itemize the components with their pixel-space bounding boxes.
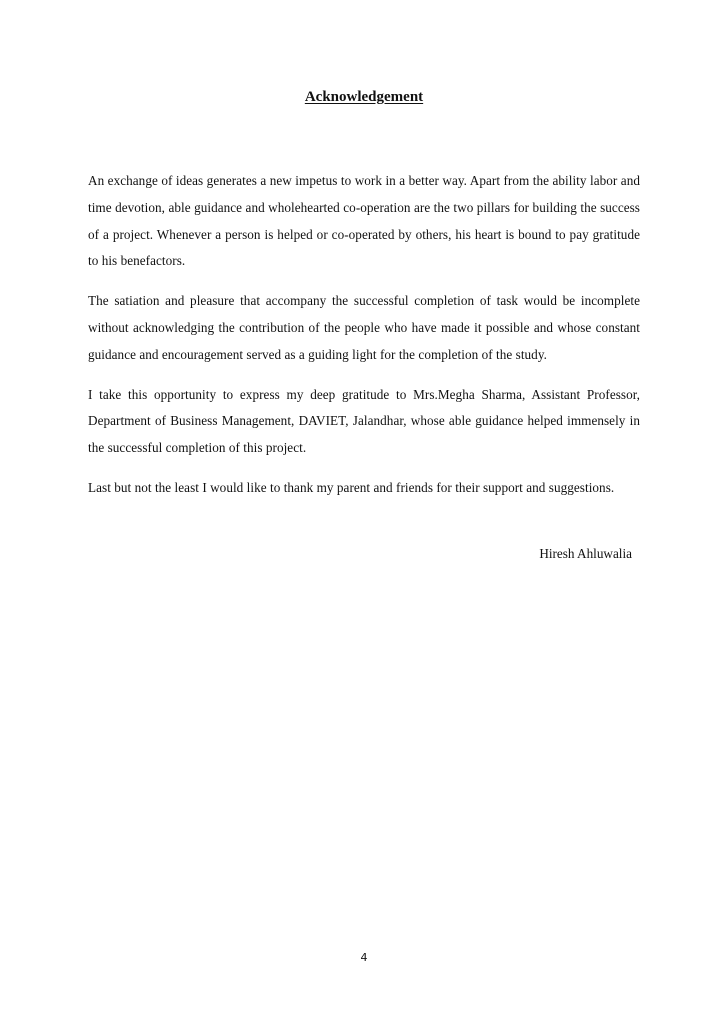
paragraph-2: The satiation and pleasure that accompany the successful completion of task would be incomplete without acknowledging the contribution of the people who have made it possible and whose constant guidance and encouragement served as a guiding light for the completion of the study. [88,293,640,362]
page-number: 4 [360,951,368,964]
page-title: Acknowledgement [304,89,424,105]
signature: Hiresh Ahluwalia [539,546,632,561]
paragraph-3: I take this opportunity to express my deep gratitude to Mrs.Megha Sharma, Assistant Professor, Department of Business Management, DAVIET, Jalandhar, whose able guidance helped immensely in the successful completion of this project. [88,386,640,456]
paragraph-4: Last but not the least I would like to thank my parent and friends for their support and suggestions. [88,479,615,495]
paragraph-1: An exchange of ideas generates a new impetus to work in a better way. Apart from the ability labor and time devotion, able guidance and wholehearted co-operation are the two pillars for building the success of a project. Whenever a person is helped or co-operated by others, his heart is bound to pay gratitude to his benefactors. [88,173,640,269]
body-text [88,168,640,515]
